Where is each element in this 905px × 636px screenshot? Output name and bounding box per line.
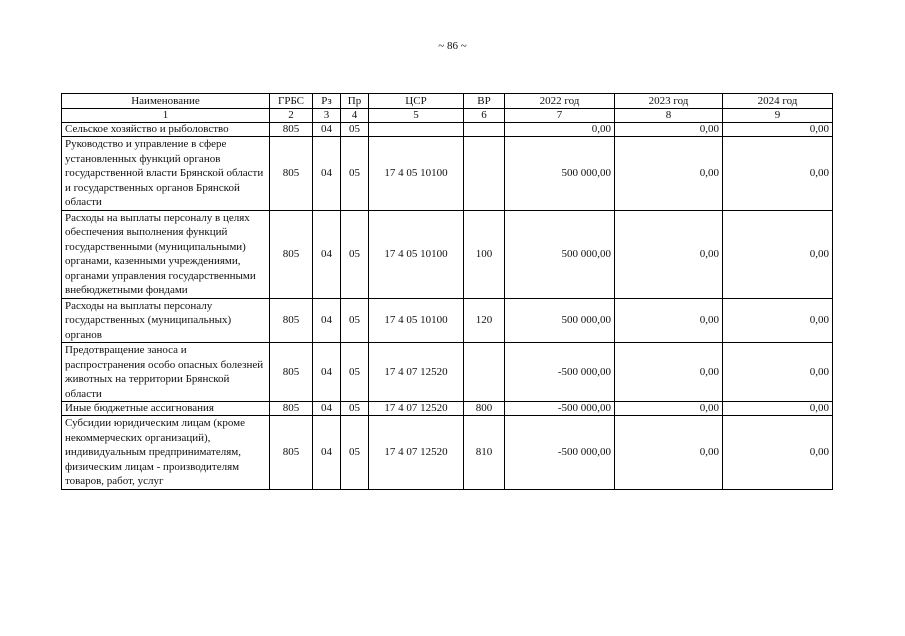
- row-name: Расходы на выплаты персоналу в целях обеспечения выполнения функций государственными (муниципальными) органами, казенными учреждениями, органами управления государственными внебюджетными фондами: [62, 210, 270, 298]
- column-number: 5: [369, 109, 464, 123]
- row-rz: 04: [313, 343, 341, 402]
- row-2023: 0,00: [615, 123, 723, 137]
- row-2022: -500 000,00: [505, 343, 615, 402]
- header-2023: 2023 год: [615, 94, 723, 109]
- row-csr: 17 4 07 12520: [369, 416, 464, 490]
- row-vr: 800: [464, 402, 505, 416]
- header-2022: 2022 год: [505, 94, 615, 109]
- column-number: 7: [505, 109, 615, 123]
- row-name: Руководство и управление в сфере установленных функций органов государственной власти Брянской области и государственных органов Брянской области: [62, 137, 270, 211]
- table-row: [62, 416, 833, 490]
- row-pr: 05: [341, 123, 369, 137]
- budget-table: [61, 93, 833, 490]
- row-csr: 17 4 07 12520: [369, 402, 464, 416]
- table-row: [62, 123, 833, 137]
- row-2024: 0,00: [723, 343, 833, 402]
- header-rz: Рз: [313, 94, 341, 109]
- table-row: [62, 137, 833, 211]
- header-name: Наименование: [62, 94, 270, 109]
- header-row: [62, 94, 833, 109]
- header-grbs: ГРБС: [270, 94, 313, 109]
- page-number: ~ 86 ~: [438, 40, 467, 52]
- row-grbs: 805: [270, 137, 313, 211]
- row-grbs: 805: [270, 210, 313, 298]
- row-rz: 04: [313, 137, 341, 211]
- column-numbers-row: [62, 109, 833, 123]
- row-pr: 05: [341, 416, 369, 490]
- row-grbs: 805: [270, 416, 313, 490]
- table-row: [62, 210, 833, 298]
- row-grbs: 805: [270, 298, 313, 343]
- row-csr: 17 4 07 12520: [369, 343, 464, 402]
- column-number: 6: [464, 109, 505, 123]
- row-2024: 0,00: [723, 123, 833, 137]
- row-2023: 0,00: [615, 402, 723, 416]
- table-row: [62, 402, 833, 416]
- row-pr: 05: [341, 343, 369, 402]
- row-vr: 810: [464, 416, 505, 490]
- column-number: 4: [341, 109, 369, 123]
- row-2024: 0,00: [723, 298, 833, 343]
- row-name: Сельское хозяйство и рыболовство: [62, 123, 270, 137]
- row-vr: 100: [464, 210, 505, 298]
- row-grbs: 805: [270, 343, 313, 402]
- column-number: 2: [270, 109, 313, 123]
- header-pr: Пр: [341, 94, 369, 109]
- row-name: Иные бюджетные ассигнования: [62, 402, 270, 416]
- row-vr: [464, 123, 505, 137]
- row-2022: -500 000,00: [505, 402, 615, 416]
- row-rz: 04: [313, 123, 341, 137]
- row-csr: 17 4 05 10100: [369, 137, 464, 211]
- row-2023: 0,00: [615, 210, 723, 298]
- row-grbs: 805: [270, 402, 313, 416]
- row-2022: 500 000,00: [505, 210, 615, 298]
- row-2022: -500 000,00: [505, 416, 615, 490]
- row-rz: 04: [313, 298, 341, 343]
- row-pr: 05: [341, 298, 369, 343]
- row-2023: 0,00: [615, 343, 723, 402]
- header-vr: ВР: [464, 94, 505, 109]
- row-2023: 0,00: [615, 298, 723, 343]
- column-number: 3: [313, 109, 341, 123]
- row-csr: [369, 123, 464, 137]
- row-2024: 0,00: [723, 210, 833, 298]
- row-2022: 500 000,00: [505, 298, 615, 343]
- column-number: 9: [723, 109, 833, 123]
- row-2024: 0,00: [723, 416, 833, 490]
- row-2024: 0,00: [723, 137, 833, 211]
- row-name: Расходы на выплаты персоналу государственных (муниципальных) органов: [62, 298, 270, 343]
- row-csr: 17 4 05 10100: [369, 298, 464, 343]
- row-name: Субсидии юридическим лицам (кроме некоммерческих организаций), индивидуальным предпринимателям, физическим лицам - производителям товаров, работ, услуг: [62, 416, 270, 490]
- row-vr: 120: [464, 298, 505, 343]
- row-rz: 04: [313, 210, 341, 298]
- row-grbs: 805: [270, 123, 313, 137]
- row-2023: 0,00: [615, 416, 723, 490]
- row-pr: 05: [341, 402, 369, 416]
- header-2024: 2024 год: [723, 94, 833, 109]
- row-rz: 04: [313, 416, 341, 490]
- column-number: 8: [615, 109, 723, 123]
- table-row: [62, 343, 833, 402]
- row-vr: [464, 137, 505, 211]
- column-number: 1: [62, 109, 270, 123]
- row-rz: 04: [313, 402, 341, 416]
- row-2024: 0,00: [723, 402, 833, 416]
- header-csr: ЦСР: [369, 94, 464, 109]
- row-pr: 05: [341, 210, 369, 298]
- row-2022: 0,00: [505, 123, 615, 137]
- table-row: [62, 298, 833, 343]
- row-2022: 500 000,00: [505, 137, 615, 211]
- row-vr: [464, 343, 505, 402]
- row-pr: 05: [341, 137, 369, 211]
- row-csr: 17 4 05 10100: [369, 210, 464, 298]
- row-2023: 0,00: [615, 137, 723, 211]
- row-name: Предотвращение заноса и распространения особо опасных болезней животных на территории Брянской области: [62, 343, 270, 402]
